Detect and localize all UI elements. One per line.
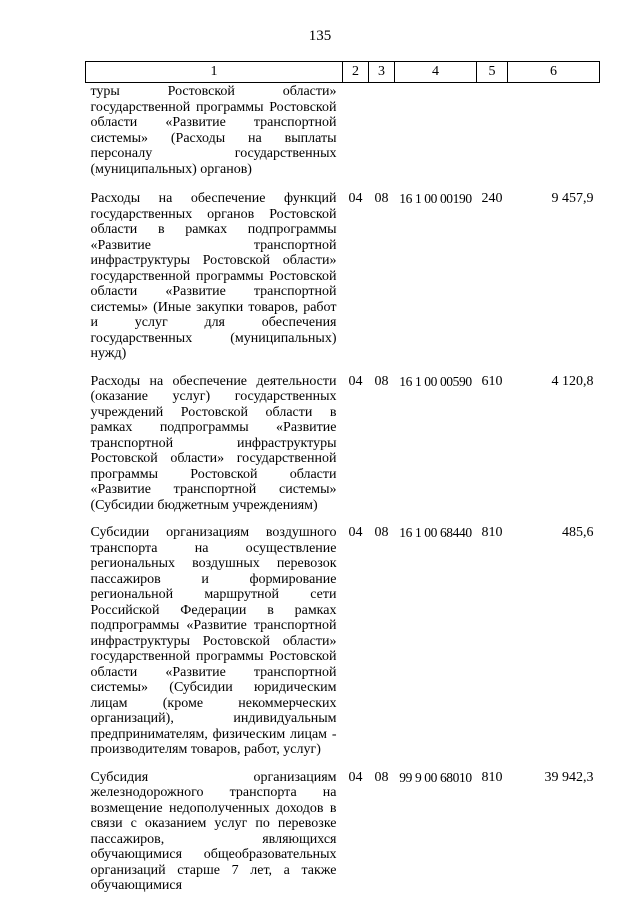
row-subsection-code [369,83,395,192]
row-expense-type: 810 [481,769,503,785]
header-col-3: 3 [369,62,395,83]
header-col-2: 2 [343,62,369,83]
row-description: Субсидия организациям железнодорожного транспорта на возмещение недополученных доходов в связи с оказанием услуг по перевозке пассажиров, являющихся обучающимися общеобразовательных организаций старше 7 лет, а также обучающимися [90,769,337,893]
table-header-row [86,62,600,83]
row-amount: 485,6 [562,525,594,540]
row-section-code [343,83,369,192]
row-expense-type: 240 [481,191,503,206]
row-subsection-code: 08 [374,191,389,206]
row-expense-type: 810 [481,525,503,540]
row-description: туры Ростовской области» государственной программы Ростовской области «Развитие транспортной системы» (Расходы на выплаты персоналу государственных (муниципальных) органов) [90,84,337,177]
table-row [86,83,600,192]
row-description: Расходы на обеспечение деятельности (оказание услуг) государственных учреждений Ростовской области в рамках подпрограммы «Развитие транспортной инфраструктуры Ростовской области» государственной программы Ростовской области «Развитие транспортной системы» (Субсидии бюджетным учреждениям) [90,373,337,513]
row-target-article: 16 1 00 00590 [399,373,472,389]
row-expense-type [477,83,508,192]
header-col-4: 4 [395,62,477,83]
row-target-article: 99 9 00 68010 [399,769,472,785]
row-subsection-code: 08 [374,769,389,785]
table-row [86,770,600,894]
table-row [86,525,600,770]
row-subsection-code: 08 [374,525,389,540]
row-amount: 39 942,3 [544,769,594,785]
header-col-5: 5 [477,62,508,83]
budget-table [85,61,600,894]
table-row [86,191,600,374]
row-target-article: 16 1 00 00190 [399,191,472,206]
row-description: Субсидии организациям воздушного транспорта на осуществление региональных воздушных перевозок пассажиров и формирование региональной маршрутной сети Российской Федерации в рамках подпрограммы «Развитие транспортной инфраструктуры Ростовской области» государственной программы Ростовской области «Развитие транспортной системы» (Субсидии юридическим лицам (кроме некоммерческих организаций), индивидуальным предпринимателям, физическим лицам - производителям товаров, работ, услуг) [90,525,337,757]
table-row [86,374,600,526]
row-section-code: 04 [348,525,363,540]
row-amount: 4 120,8 [551,373,594,389]
row-expense-type: 610 [481,373,503,389]
row-section-code: 04 [348,373,363,389]
row-target-article: 16 1 00 68440 [399,525,472,540]
row-subsection-code: 08 [374,373,389,389]
row-amount: 9 457,9 [551,191,594,206]
row-target-article [395,83,477,192]
row-section-code: 04 [348,769,363,785]
header-col-1: 1 [86,62,343,83]
page-number: 135 [308,28,332,44]
row-section-code: 04 [348,191,363,206]
row-description: Расходы на обеспечение функций государственных органов Ростовской области в рамках подпрограммы «Развитие транспортной инфраструктуры Ростовской области» государственной программы Ростовской области «Развитие транспортной системы» (Иные закупки товаров, работ и услуг для обеспечения государственных (муниципальных) нужд) [90,191,337,361]
header-col-6: 6 [508,62,600,83]
row-amount [508,83,600,192]
